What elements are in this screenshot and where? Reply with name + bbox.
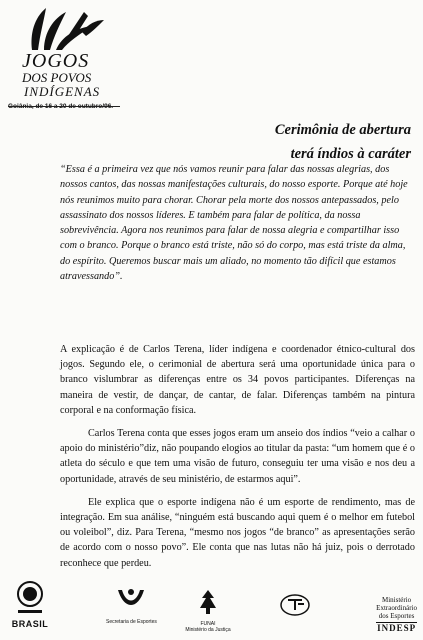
header-divider (8, 106, 120, 107)
sec-esportes-label: Secretaria de Esportes (106, 619, 157, 625)
article-body (60, 342, 415, 579)
tfc-sponsor (280, 594, 310, 621)
brasil-seal-icon (15, 580, 45, 614)
logo-title-dos-povos: DOS POVOS (22, 70, 92, 85)
jogos-logo (8, 6, 120, 110)
indesp-line-3: dos Esportes (378, 612, 415, 620)
paragraph-2: Carlos Terena conta que esses jogos eram um anseio dos índios “veio a calhar o apoio do ministério”diz, não poupando elogios ao titular da pasta: “um homem que é o atleta do século e que tem uma visão de futuro, conseguiu ter uma visão e nos deu a oportunidade, através de seu ministério, de estarmos aqui”. (60, 428, 415, 485)
min-justica-sponsor (180, 590, 236, 633)
headline (275, 118, 411, 166)
brasil-label: BRASIL (11, 619, 49, 629)
funai-emblem-icon (196, 590, 220, 616)
opening-quote: “Essa é a primeira vez que nós vamos reunir para falar das nossas alegrias, dos nossos cantos, das nossas manifestações culturais, do nosso esporte. Porque até hoje nós reunimos muito para chorar. Chorar pela morte dos nossos antepassados, pelo assassinato dos nossos líderes. E também para falar de política, da nossa sobrevivência. Agora nos reunimos para falar de nossa alegria e compartilhar isso com o branco. Porque o branco está triste, não só do corpo, mas está triste da alma, do espírito. Queremos buscar mais um aliado, no momento tão difícil que estamos atravessando”. (60, 164, 408, 283)
headline-line-1: Cerimônia de abertura (274, 122, 411, 138)
logo-title-indigenas: INDÍGENAS (24, 84, 101, 99)
sponsor-footer (0, 566, 423, 640)
brasil-sponsor (8, 580, 52, 629)
funai-label: FUNAI (200, 621, 216, 627)
min-justica-label: Ministério da Justiça (185, 627, 231, 633)
indesp-line-1: Ministério (382, 596, 412, 604)
indesp-line-2: Extraordinário (376, 604, 417, 612)
indesp-sponsor (376, 596, 417, 632)
logo-title-jogos: JOGOS (22, 50, 90, 72)
feather-emblem-icon (26, 6, 106, 52)
paragraph-3: Ele explica que o esporte indígena não é um esporte de rendimento, mas de integração. Em sua análise, “ninguém está buscando aqui quem é o melhor em futebol ou voleibol”, diz. Para Terena, “mesmo nos jogos “de branco” as apresentações serão de acordo com o nosso povo”. Ele conta que nas lutas não há juiz, pois o derrotado reconhece que perdeu. (60, 496, 415, 569)
headline-line-2: terá índios à caráter (290, 146, 411, 162)
event-date: Goiânia, de 16 a 20 de outubro/96. (8, 103, 114, 110)
paragraph-1: A explicação é de Carlos Terena, líder indígena e coordenador étnico-cultural dos jogos. Segundo ele, o cerimonial de abertura será uma oportunidade única para o branco vislumbrar as diferenças entre os 34 povos participantes. Diferenças na maneira de vestir, de dançar, de cantar, de falar. Diferenças também na pintura corporal e na conformação física. (60, 344, 415, 416)
indesp-label: INDESP (377, 623, 417, 633)
sec-esportes-sponsor (106, 586, 156, 625)
sports-secretariat-icon (114, 586, 148, 614)
tfc-logo-icon (280, 594, 310, 616)
